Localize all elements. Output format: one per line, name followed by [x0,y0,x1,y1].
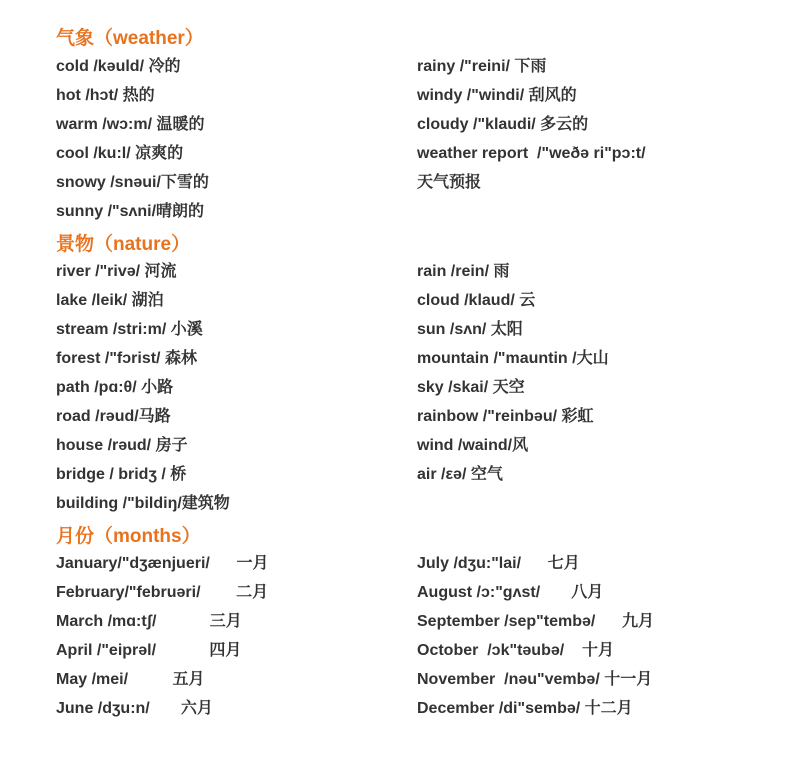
list-item: October /ɔk"təubə/ 十月 [417,642,614,659]
list-item: sky /skai/ 天空 [417,379,525,396]
list-item: April /"eiprəl/ 四月 [56,642,242,659]
list-item: March /mɑ:tʃ/ 三月 [56,613,242,630]
list-item: warm /wɔ:m/ 温暖的 [56,116,205,133]
list-item: July /dʒu:"lai/ 七月 [417,555,580,572]
list-item: lake /leik/ 湖泊 [56,292,164,309]
list-item: June /dʒu:n/ 六月 [56,700,213,717]
list-item: November /nəu"vembə/ 十一月 [417,671,653,688]
list-item: May /mei/ 五月 [56,671,205,688]
list-item: rain /rein/ 雨 [417,263,510,280]
nature-right-list [417,257,609,489]
list-item: rainy /"reini/ 下雨 [417,58,547,75]
list-item: cool /ku:l/ 凉爽的 [56,145,184,162]
list-item: weather report /"weðə ri"pɔ:t/ [417,145,646,162]
list-item: road /rəud/马路 [56,408,171,425]
list-item: path /pɑ:θ/ 小路 [56,379,174,396]
weather-right-list [417,52,646,197]
list-item: stream /stri:m/ 小溪 [56,321,203,338]
list-item: house /rəud/ 房子 [56,437,188,454]
list-item: wind /waind/风 [417,437,529,454]
section-title-nature: 景物（nature） [56,234,191,255]
list-item: February/"februəri/ 二月 [56,584,269,601]
section-title-months: 月份（months） [56,526,201,547]
list-item: hot /hɔt/ 热的 [56,87,155,104]
list-item: snowy /snəui/下雪的 [56,174,209,191]
list-item: river /"rivə/ 河流 [56,263,177,280]
months-left-list [56,549,269,723]
list-item: 天气预报 [417,174,482,191]
list-item: rainbow /"reinbəu/ 彩虹 [417,408,594,425]
nature-left-list [56,257,230,518]
list-item: cloud /klaud/ 云 [417,292,536,309]
list-item: forest /"fɔrist/ 森林 [56,350,197,367]
list-item: December /di"sembə/ 十二月 [417,700,633,717]
list-item: air /εə/ 空气 [417,466,503,483]
list-item: September /sep"tembə/ 九月 [417,613,654,630]
list-item: building /"bildiŋ/建筑物 [56,495,230,512]
list-item: mountain /"mauntin /大山 [417,350,609,367]
list-item: August /ɔ:"gʌst/ 八月 [417,584,604,601]
months-right-list [417,549,654,723]
weather-left-list [56,52,209,226]
list-item: January/"dʒænjueri/ 一月 [56,555,269,572]
section-title-weather: 气象（weather） [56,28,204,49]
list-item: sun /sʌn/ 太阳 [417,321,523,338]
list-item: windy /"windi/ 刮风的 [417,87,577,104]
list-item: bridge / bridʒ / 桥 [56,466,187,483]
list-item: sunny /"sʌni/晴朗的 [56,203,205,220]
list-item: cold /kəuld/ 冷的 [56,58,181,75]
list-item: cloudy /"klaudi/ 多云的 [417,116,589,133]
